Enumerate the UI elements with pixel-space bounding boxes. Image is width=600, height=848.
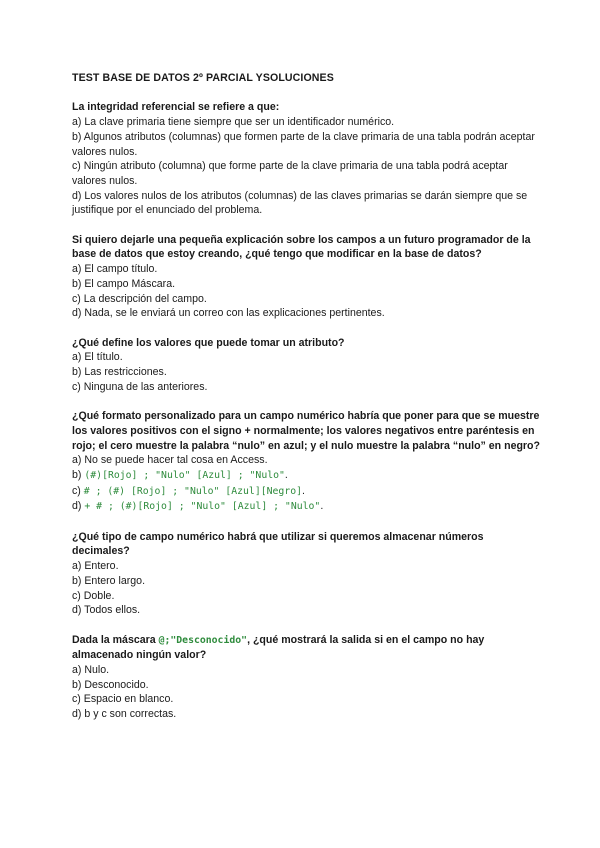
format-code: # ; (#) [Rojo] ; "Nulo" [Azul][Negro] <box>83 485 303 497</box>
option-label: c) <box>72 484 84 497</box>
option-c: c) Doble. <box>72 589 115 602</box>
option-a <box>72 453 542 468</box>
option-label: d) <box>72 500 85 513</box>
option-a: a) El título. <box>72 351 123 364</box>
option-b <box>72 468 542 484</box>
option-c: c) Ninguna de las anteriores. <box>72 380 208 393</box>
option-text: a) No se puede hacer tal cosa en Access. <box>72 454 268 467</box>
option-c <box>72 484 542 500</box>
option-suffix: . <box>320 500 324 513</box>
option-a: a) Entero. <box>72 560 119 573</box>
format-code: + # ; (#)[Rojo] ; "Nulo" [Azul] ; "Nulo" <box>84 501 321 513</box>
question-text-suffix: , ¿qué mostrará la salida si en el campo no hay almacenado ningún valor? <box>72 633 485 662</box>
question-text: ¿Qué formato personalizado para un campo numérico habría que poner para que se muestre los valores positivos con el signo + normalmente; los valores negativos entre paréntesis en rojo; el cero muestre la palabra “nulo” en azul; y el nulo muestre la palabra “nulo” en negro? <box>72 410 540 452</box>
option-b: b) Desconocido. <box>72 678 149 691</box>
option-d: d) Todos ellos. <box>72 604 141 617</box>
question-2 <box>72 233 542 321</box>
option-d: d) Nada, se le enviará un correo con las explicaciones pertinentes. <box>72 307 385 320</box>
question-6 <box>72 633 542 722</box>
option-b: b) Las restricciones. <box>72 366 167 379</box>
option-d <box>72 499 542 515</box>
option-c: c) Espacio en blanco. <box>72 693 174 706</box>
question-text-prefix: Dada la máscara <box>72 633 159 646</box>
option-d: d) b y c son correctas. <box>72 708 177 721</box>
option-suffix: . <box>284 468 288 481</box>
question-1 <box>72 100 542 218</box>
question-text: ¿Qué tipo de campo numérico habrá que utilizar si queremos almacenar números decimales? <box>72 530 484 558</box>
option-suffix: . <box>302 484 305 497</box>
option-d: d) Los valores nulos de los atributos (columnas) de las claves primarias se darán siempre que se justifique por el enunciado del problema. <box>72 189 528 217</box>
question-text <box>72 633 542 663</box>
question-3 <box>72 336 542 395</box>
option-c: c) Ningún atributo (columna) que forme parte de la clave primaria de una tabla podrá aceptar valores nulos. <box>72 160 508 187</box>
option-a: a) El campo título. <box>72 263 158 276</box>
question-text: La integridad referencial se refiere a que: <box>72 101 280 114</box>
option-label: b) <box>72 468 85 481</box>
question-5 <box>72 530 542 618</box>
mask-code: @;"Desconocido" <box>158 634 248 646</box>
format-code: (#)[Rojo] ; "Nulo" [Azul] ; "Nulo" <box>84 469 285 481</box>
document-title: TEST BASE DE DATOS 2º PARCIAL YSOLUCIONES <box>72 72 334 84</box>
option-a: a) La clave primaria tiene siempre que ser un identificador numérico. <box>72 116 395 129</box>
option-c: c) La descripción del campo. <box>72 292 207 305</box>
option-b: b) Algunos atributos (columnas) que formen parte de la clave primaria de una tabla podrán aceptar valores nulos. <box>72 130 535 158</box>
option-a: a) Nulo. <box>72 664 110 677</box>
question-4 <box>72 409 542 515</box>
question-text: ¿Qué define los valores que puede tomar un atributo? <box>72 336 345 349</box>
option-b: b) Entero largo. <box>72 574 146 587</box>
question-text: Si quiero dejarle una pequeña explicación sobre los campos a un futuro programador de la base de datos que estoy creando, ¿qué tengo que modificar en la base de datos? <box>72 233 531 261</box>
option-b: b) El campo Máscara. <box>72 277 176 290</box>
document-page <box>72 71 542 737</box>
